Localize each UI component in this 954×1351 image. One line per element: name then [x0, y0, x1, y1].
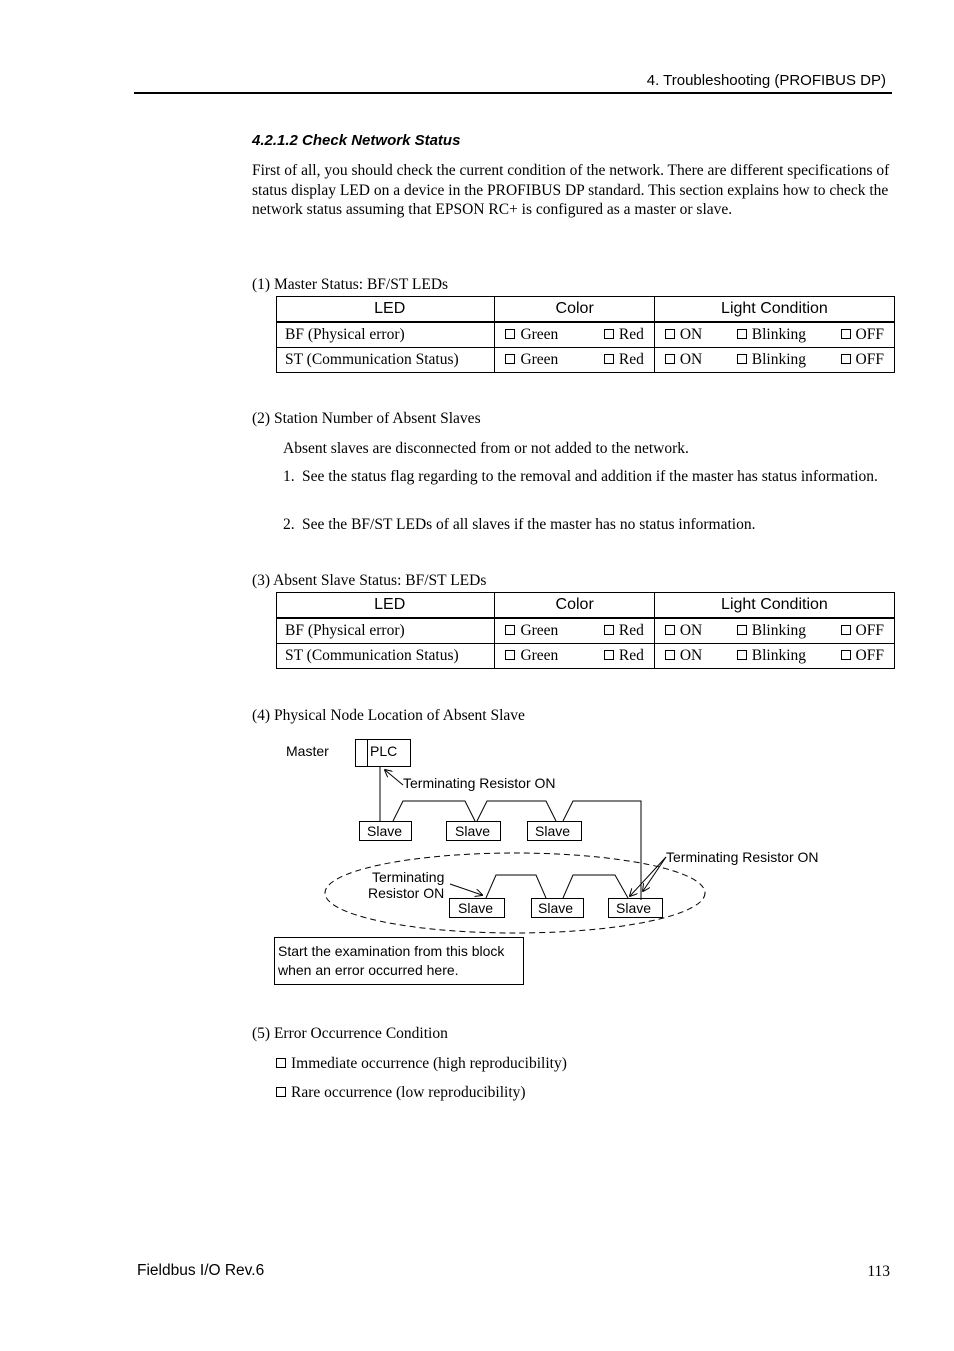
option-green: Green	[505, 622, 558, 640]
slave-label: Slave	[535, 823, 571, 839]
footer-doc-title: Fieldbus I/O Rev.6	[137, 1262, 265, 1279]
node-location-label: (4) Physical Node Location of Absent Slave	[252, 707, 525, 724]
option-off: OFF	[841, 647, 884, 665]
table-header-led: LED	[277, 593, 495, 619]
option-off: OFF	[841, 622, 884, 640]
slave-label: Slave	[367, 823, 403, 839]
option-blinking: Blinking	[737, 622, 806, 640]
option-green: Green	[505, 326, 558, 344]
bus-line	[563, 875, 628, 898]
table-header-color: Color	[495, 593, 654, 619]
option-blinking: Blinking	[737, 326, 806, 344]
option-off: OFF	[841, 351, 884, 369]
led-name: ST (Communication Status)	[277, 644, 495, 669]
bus-line	[563, 801, 641, 900]
option-on: ON	[665, 622, 702, 640]
note-line: when an error occurred here.	[278, 962, 459, 978]
station-number-label: (2) Station Number of Absent Slaves	[252, 410, 481, 427]
terminating-resistor-label: Resistor ON	[368, 885, 445, 901]
note-line: Start the examination from this block	[278, 943, 505, 959]
arrow	[450, 884, 482, 895]
list-number: 2.	[283, 516, 295, 533]
option-blinking: Blinking	[737, 647, 806, 665]
led-name: BF (Physical error)	[277, 322, 495, 348]
table-header-color: Color	[495, 297, 654, 323]
list-text: See the status flag regarding to the removal and addition if the master has status information.	[302, 468, 878, 485]
master-status-label: (1) Master Status: BF/ST LEDs	[252, 276, 449, 293]
slave-label: Slave	[458, 900, 494, 916]
bus-line	[486, 875, 546, 898]
terminating-resistor-label: Terminating Resistor ON	[666, 849, 819, 865]
absent-status-label: (3) Absent Slave Status: BF/ST LEDs	[252, 572, 487, 589]
option-red: Red	[604, 326, 644, 344]
running-header: 4. Troubleshooting (PROFIBUS DP)	[646, 72, 886, 89]
page-number: 113	[867, 1263, 890, 1280]
list-number: 1.	[283, 468, 295, 485]
led-name: BF (Physical error)	[277, 618, 495, 644]
option-red: Red	[604, 647, 644, 665]
led-name: ST (Communication Status)	[277, 348, 495, 373]
plc-label: PLC	[370, 743, 398, 759]
table-header-light: Light Condition	[654, 593, 894, 619]
station-number-text: Absent slaves are disconnected from or not added to the network.	[283, 440, 689, 457]
arrow	[385, 770, 403, 785]
terminating-resistor-label: Terminating Resistor ON	[403, 775, 556, 791]
section-title: 4.2.1.2 Check Network Status	[252, 132, 461, 149]
option-green: Green	[505, 647, 558, 665]
slave-label: Slave	[455, 823, 491, 839]
checkbox-icon	[276, 1087, 286, 1097]
option-on: ON	[665, 647, 702, 665]
bus-line	[393, 801, 475, 821]
list-text: See the BF/ST LEDs of all slaves if the master has no status information.	[302, 516, 756, 533]
slave-label: Slave	[616, 900, 652, 916]
condition-option: Rare occurrence (low reproducibility)	[276, 1083, 526, 1103]
option-blinking: Blinking	[737, 351, 806, 369]
intro-paragraph: First of all, you should check the current condition of the network. There are different specifications of status display LED on a device in the PROFIBUS DP standard. This section explains how to check the network status assuming that EPSON RC+ is configured as a master or slave.	[252, 162, 890, 219]
master-label: Master	[286, 743, 329, 759]
error-condition-label: (5) Error Occurrence Condition	[252, 1025, 448, 1042]
option-off: OFF	[841, 326, 884, 344]
slave-label: Slave	[538, 900, 574, 916]
terminating-resistor-label: Terminating	[372, 869, 445, 885]
arrow	[643, 857, 666, 891]
option-on: ON	[665, 326, 702, 344]
option-on: ON	[665, 351, 702, 369]
bus-line	[477, 801, 556, 821]
option-red: Red	[604, 622, 644, 640]
table-header-led: LED	[277, 297, 495, 323]
table-header-light: Light Condition	[654, 297, 894, 323]
checkbox-icon	[276, 1058, 286, 1068]
option-green: Green	[505, 351, 558, 369]
option-red: Red	[604, 351, 644, 369]
arrow	[630, 857, 666, 896]
condition-option: Immediate occurrence (high reproducibility)	[276, 1054, 567, 1074]
